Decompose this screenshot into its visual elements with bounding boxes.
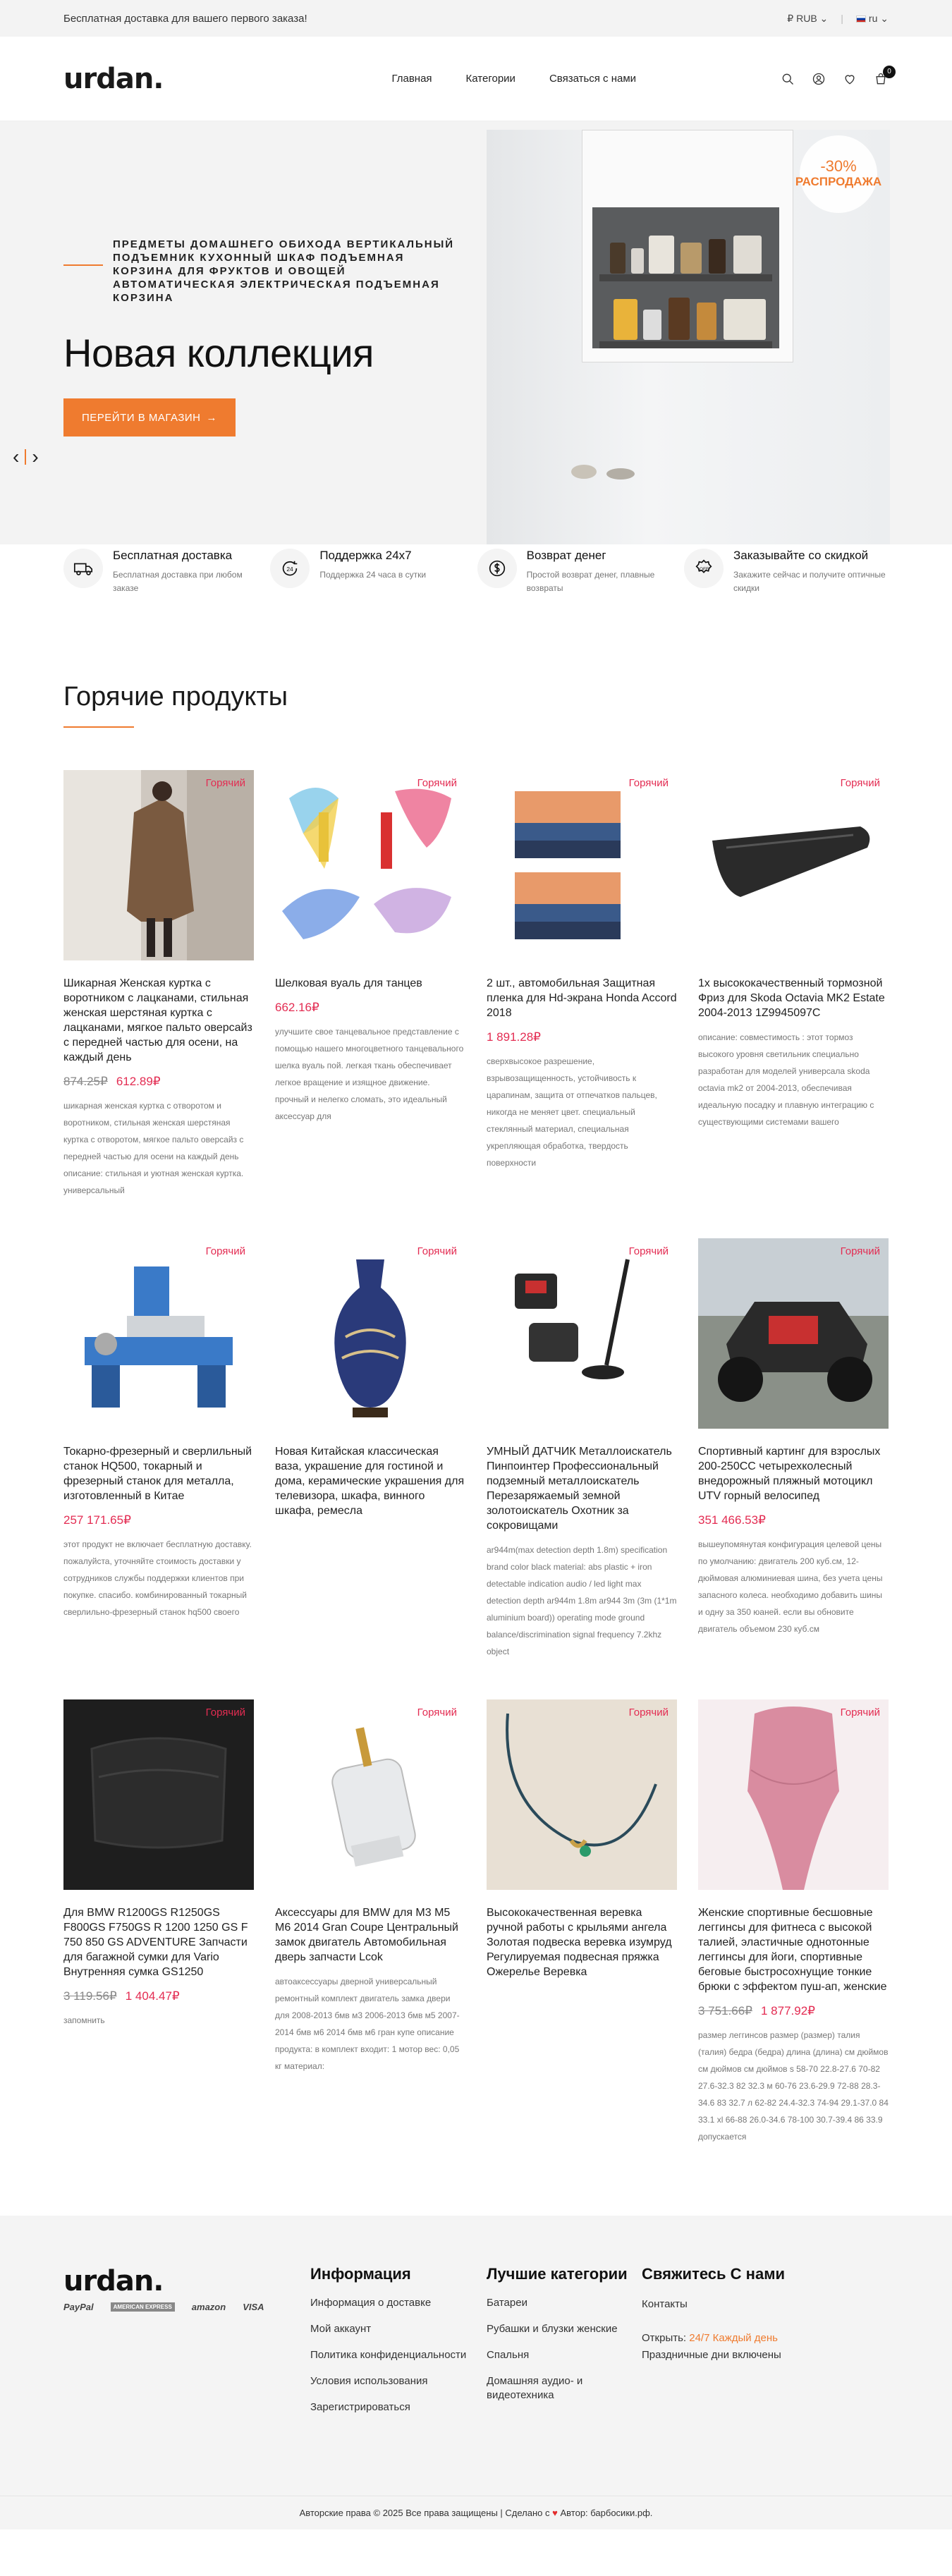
product-name[interactable]: УМНЫЙ ДАТЧИК Металлоискатель Пинпоинтер Профессиональный подземный металлоискатель Перезаряжаемый земной золотоискатель Охотник за сокровищами [487,1446,672,1532]
product-price: 662.16₽ [275,1001,319,1014]
hot-badge: Горячий [417,1707,457,1719]
feature-desc: Бесплатная доставка при любом заказе [113,570,243,593]
product-price: 1 891.28₽ [487,1030,541,1044]
footer-contact-title: Свяжитесь С нами [642,2265,785,2283]
product-image-lathe[interactable] [63,1238,254,1429]
product-price: 3 751.66₽ 1 877.92₽ [698,2004,815,2018]
product-desc: ar944m(max detection depth 1.8m) specification brand color black material: abs plastic + iron detectable indication audio / led light max detection depth ar944m 1.8m ar944 3m (3m (1*1m aluminium board)) operating mode ground balance/discrimination signal frequency 7.2khz object [487,1545,677,1656]
amex-icon: AMERICAN EXPRESS [111,2302,175,2312]
opening-hours: Открыть: 24/7 Каждый день [642,2332,778,2344]
product-card[interactable] [63,1699,254,2145]
nav-home[interactable]: Главная [391,73,432,85]
product-image-brake-light[interactable] [698,770,889,960]
footer-columns [63,2265,889,2427]
footer-contact-link[interactable]: Контакты [642,2298,688,2310]
footer-cat-audio[interactable]: Домашняя аудио- и видеотехника [487,2375,583,2401]
feature-money-back [477,544,682,595]
product-card[interactable] [63,770,254,1199]
hot-badge: Горячий [205,1245,245,1257]
product-desc: описание: совместимость : этот тормоз высокого уровня светильник специально разработан для моделей универсала skoda octavia mk2 от 2004-2013, обеспечивая идеальную посадку и плавную интеграцию с существующими системами вашего [698,1032,874,1127]
product-card[interactable] [698,1238,889,1660]
site-footer [0,2216,952,2529]
svg-text:24: 24 [286,565,294,573]
flag-icon [856,16,866,23]
hot-badge: Горячий [205,1707,245,1719]
product-name[interactable]: Спортивный картинг для взрослых 200-250CC четырехколесный внедорожный пляжный мотоцикл UTV горный велосипед [698,1446,881,1502]
currency-selector[interactable]: ₽ RUB ⌄ [787,12,829,24]
product-name[interactable]: 2 шт., автомобильная Защитная пленка для Hd-экрана Honda Accord 2018 [487,977,677,1019]
footer-cat-batteries[interactable]: Батареи [487,2297,527,2309]
slider-divider [25,449,26,465]
footer-categories-title: Лучшие категории [487,2265,628,2283]
topbar-separator: | [841,13,843,24]
footer-link-account[interactable]: Мой аккаунт [310,2323,372,2335]
site-header [0,37,952,121]
product-desc: сверхвысокое разрешение, взрывозащищенность, устойчивость к царапинам, защита от отпечатков пальцев, никогда не меняет цвет. специальный стеклянный материал, специальная укрепляющая обработка, твердость поверхности [487,1056,657,1168]
header-icons [780,68,891,87]
svg-text:OFF: OFF [699,566,709,572]
product-card[interactable] [487,1699,677,2145]
product-price: 3 119.56₽ 1 404.47₽ [63,1989,180,2003]
hero-image-kitchen-lift [487,130,890,544]
slider-arrows [13,446,39,468]
hot-badge: Горячий [417,1245,457,1257]
arrow-right-icon: → [206,411,217,424]
product-card[interactable] [275,1699,465,2145]
hero-title: Новая коллекция [63,331,374,375]
wishlist-heart-icon[interactable] [842,71,858,87]
product-desc: этот продукт не включает бесплатную доставку. пожалуйста, уточняйте стоимость доставки у сотрудников службы поддержки клиентов при покупке. спасибо. комбинированный токарный сверлильно-фрезерный станок hq500 своего [63,1539,252,1617]
footer-categories-column [487,2265,642,2427]
hot-badge: Горячий [840,777,880,789]
feature-title: Бесплатная доставка [113,549,233,562]
product-image-necklace[interactable] [487,1699,677,1890]
shop-now-button[interactable]: ПЕРЕЙТИ В МАГАЗИН → [63,398,236,437]
product-name[interactable]: Аксессуары для BMW для M3 M5 M6 2014 Gran Coupe Центральный замок двигатель Автомобильная дверь запчасти Lcok [275,1907,458,1963]
product-image-leggings[interactable] [698,1699,889,1890]
cart-count-badge: 0 [883,66,896,78]
footer-link-terms[interactable]: Условия использования [310,2375,428,2387]
product-name[interactable]: Шикарная Женская куртка с воротником с лацканами, стильная женская шерстяная куртка с лацканами, мягкое пальто оверсайз с передней частью для осени, на каждый день [63,977,252,1063]
holidays-note: Праздничные дни включены [642,2349,781,2361]
nav-categories[interactable]: Категории [465,73,515,85]
product-image-door-motor[interactable] [275,1699,465,1890]
payment-methods [63,2302,310,2312]
hot-badge: Горячий [628,777,669,789]
amazon-icon: amazon [191,2302,226,2312]
product-image-screen-film[interactable] [487,770,677,960]
heart-icon: ♥ [552,2508,558,2518]
promo-text: Бесплатная доставка для вашего первого заказа! [63,12,307,25]
paypal-icon: PayPal [63,2302,94,2312]
product-card[interactable] [698,770,889,1199]
hero-slider [0,121,952,544]
visa-icon: VISA [243,2302,264,2312]
footer-contact-column [642,2265,839,2427]
product-desc: вышеупомянутая конфигурация целевой цены по умолчанию: двигатель 200 куб.см, 12-дюймовая алюминиевая шина, без учета цены запасного колеса. необходимо добавить шины и одну за 350 юаней. если вы обновите двигатель объемом 230 куб.см [698,1539,883,1634]
hero-accent-line [63,264,103,266]
feature-title: Поддержка 24x7 [319,549,412,562]
product-image-veil[interactable] [275,770,465,960]
product-image-metal-detector[interactable] [487,1238,677,1429]
features-row [0,544,952,629]
product-card[interactable] [275,1238,465,1660]
hot-badge: Горячий [840,1707,880,1719]
topbar-right [787,13,889,25]
product-grid [0,770,952,2145]
product-price: 351 466.53₽ [698,1513,766,1527]
product-image-vase[interactable] [275,1238,465,1429]
hero-subtitle-row [63,238,458,305]
free-delivery-icon [63,549,103,588]
next-slide-icon[interactable]: › [32,446,39,468]
product-name[interactable]: Женские спортивные бесшовные леггинсы для фитнеса с высокой талией, эластичные однотонные леггинсы для йоги, спортивные беговые быстросохнущие тонкие брюки с эффектом пуш-ап, женские [698,1907,887,1993]
product-card[interactable] [487,1238,677,1660]
footer-brand [63,2265,310,2427]
support-24-icon [270,549,310,588]
feature-desc: Поддержка 24 часа в сутки [319,570,427,580]
product-image-buggy[interactable] [698,1238,889,1429]
product-card[interactable] [487,770,677,1199]
feature-title: Возврат денег [526,549,606,562]
prev-slide-icon[interactable]: ‹ [13,446,20,468]
gift-icon [684,549,724,588]
product-desc: шикарная женская куртка с отворотом и воротником, стильная женская шерстяная куртка с отворотом, мягкое пальто оверсайз с передней частью для осени на каждый день описание: стильная и уютная женская куртка. универсальный [63,1101,244,1195]
cart-icon[interactable] [873,68,891,87]
product-desc: размер леггинсов размер (размер) талия (талия) бедра (бедра) длина (длина) см дюймов см дюймов см дюймов s 58-70 22.8-27.6 70-82 27.6-32.3 82 32.3 м 60-76 23.6-29.9 72-88 28.3-34.6 83 32.7 л 62-82 24.4-32.3 74-94 29.1-37.0 84 33.1 xl 66-88 26.0-34.6 78-100 30.7-39.4 86 33.9 допускается [698,2030,889,2142]
footer-link-register[interactable]: Зарегистрироваться [310,2401,410,2413]
main-nav [391,68,636,89]
footer-link-delivery[interactable]: Информация о доставке [310,2297,432,2309]
product-card[interactable] [275,770,465,1199]
copyright-bar: Авторские права © 2025 Все права защищены | Сделано с ♥ Автор: барбосики.рф. [0,2496,952,2529]
footer-cat-shirts[interactable]: Рубашки и блузки женские [487,2323,618,2335]
hot-badge: Горячий [417,777,457,789]
hot-badge: Горячий [628,1245,669,1257]
language-selector[interactable]: ru ⌄ [856,13,889,25]
feature-desc: Закажите сейчас и получите оптичные скидки [733,570,886,593]
hot-badge: Горячий [628,1707,669,1719]
hero-text [63,238,458,437]
sale-badge: -30% РАСПРОДАЖА [800,135,877,213]
section-title: Горячие продукты [63,682,288,712]
feature-title: Заказывайте со скидкой [733,549,869,562]
feature-free-delivery [63,544,268,595]
hot-badge: Горячий [840,1245,880,1257]
account-icon[interactable] [811,71,826,87]
top-bar [0,0,952,37]
product-name[interactable]: Высококачественная веревка ручной работы с крыльями ангела Золотая подвеска веревка изумруд Регулируемая подвесная пряжка Ожерелье Веревка [487,1907,672,1978]
feature-discount [684,544,889,595]
search-icon[interactable] [780,71,795,87]
product-price: 874.25₽ 612.89₽ [63,1075,161,1088]
product-desc: улучшите свое танцевальное представление с помощью нашего многоцветного танцевального шелка вуаль пой. легкая ткань обеспечивает легкое вращение и изящное движение. прочный и нелегко сломать, это идеальный аксессуар для [275,1027,464,1121]
feature-support [270,544,475,588]
product-name[interactable]: Новая Китайская классическая ваза, украшение для гостиной и дома, керамические украшения для телевизора, шкафа, винного шкафа, ремесла [275,1446,465,1517]
footer-info-column [310,2265,487,2427]
footer-logo[interactable]: urdan. [63,2265,164,2297]
product-name[interactable]: Токарно-фрезерный и сверлильный станок HQ500, токарный и фрезерный станок для металла, изготовленный в Китае [63,1446,252,1502]
product-image-coat[interactable] [63,770,254,960]
nav-contact[interactable]: Связаться с нами [549,73,637,85]
footer-link-privacy[interactable]: Политика конфиденциальности [310,2349,467,2361]
product-image-bag[interactable] [63,1699,254,1890]
product-name[interactable]: 1x высококачественный тормозной Фриз для Skoda Octavia MK2 Estate 2004-2013 1Z9945097C [698,977,885,1019]
footer-cat-bedroom[interactable]: Спальня [487,2349,530,2361]
site-logo[interactable]: urdan. [63,62,164,95]
feature-desc: Простой возврат денег, плавные возвраты [526,570,655,593]
product-name[interactable]: Шелковая вуаль для танцев [275,977,422,989]
footer-info-title: Информация [310,2265,411,2283]
product-price: 257 171.65₽ [63,1513,131,1527]
hero-subtitle: ПРЕДМЕТЫ ДОМАШНЕГО ОБИХОДА ВЕРТИКАЛЬНЫЙ ПОДЪЕМНИК КУХОННЫЙ ШКАФ ПОДЪЕМНАЯ КОРЗИНА ДЛЯ ФРУКТОВ И ОВОЩЕЙ АВТОМАТИЧЕСКАЯ ЭЛЕКТРИЧЕСКАЯ ПОДЪЕМНАЯ КОРЗИНА [113,238,455,304]
product-desc: автоаксессуары дверной универсальный ремонтный комплект двигатель замка двери для 2008-2013 бмв м3 2006-2013 бмв м5 2007-2014 бмв м6 2014 бмв м6 гран купе описание продукта: в комплект входит: 1 мотор вес: 0,05 кг материал: [275,1977,460,2071]
money-back-icon [477,549,517,588]
product-card[interactable] [63,1238,254,1660]
title-underline [63,726,134,728]
product-desc: запомнить [63,2015,105,2025]
hot-badge: Горячий [205,777,245,789]
product-name[interactable]: Для BMW R1200GS R1250GS F800GS F750GS R 1200 1250 GS F 750 850 GS ADVENTURE Запчасти для багажной сумки для Vario Внутренняя сумка GS1250 [63,1907,248,1978]
product-card[interactable] [698,1699,889,2145]
